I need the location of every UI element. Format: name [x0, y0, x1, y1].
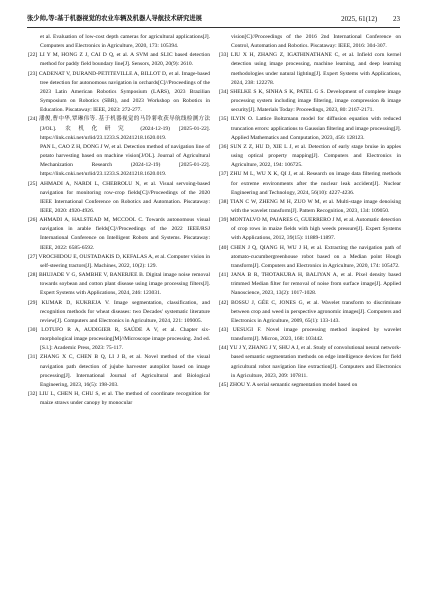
reference-entry: [23] CADENAT V, DURAND-PETITEVILLE A, BILLOT D, et al. Image-based tree detection for autonomous navigation in orchards[C]//Proceedings of the 2023 Latin American Robotics Symposium (LARS), 2023 Brazilian Symposium on Robotics (SBR), and 2023 Workshop on Robotics in Education. Piscataway: IEEE, 2023: 272-277.: [28, 70, 210, 114]
reference-entry: [24] 潘俊,曹中华,覃琳伟等. 基于机器视觉的马铃薯收获导航线检测方法[J/OL]. 农机化研究 (2024-12-19) [2025-01-22]. https://link.cnki.net/urlid/23.1233.S.20241218.1620.019.: [28, 116, 210, 141]
reference-entry: [35] ILYIN O. Lattice Boltzmann model for diffusion equation with reduced truncation errors: applications to Gaussian filtering and image processing[J]. Applied Mathematics and Computation, 2023, 456: 128123.: [219, 116, 401, 141]
reference-entry: [42] BOSSU J, GÉE C, JONES G, et al. Wavelet transform to discriminate between crop and weed in perspective agronomic images[J]. Computers and Electronics in Agriculture, 2009, 65(1): 133-143.: [219, 299, 401, 324]
reference-entry: [33] LIU X H, ZHANG Z, IGATHINATHANE C, et al. Infield corn kernel detection using image processing, machine learning, and deep learning methodologies under natural lighting[J]. Expert Systems with Applications, 2024, 238: 122278.: [219, 52, 401, 86]
reference-entry: [26] AHMADI A, HALSTEAD M, MCCOOL C. Towards autonomous visual navigation in arable fields[C]//Proceedings of the 2022 IEEE/RSJ International Conference on Intelligent Robots and Systems. Piscataway: IEEE, 2022: 6585-6592.: [28, 217, 210, 251]
reference-entry: [31] ZHANG X C, CHEN B Q, LI J B, et al. Novel method of the visual navigation path detection of jujube harvester autopilot based on image processing[J]. International Journal of Agricultural and Biological Engineering, 2023, 16(5): 198-203.: [28, 354, 210, 388]
issue-date: 2025, 61(12): [341, 15, 378, 23]
left-column: [28, 33, 210, 408]
reference-entry: [30] LOTUFO R A, AUDIGIER R, SAÚDE A V, et al. Chapter six-morphological image processing[M]//Microscope image processing. 2nd ed. [S.l.]: Academic Press, 2023: 75-117.: [28, 327, 210, 352]
reference-entry: [32] LIU L, CHEN H, CHU S, et al. The method of coordinate recognition for maize straws under canopy by monocular: [28, 391, 210, 407]
reference-entry: [43] UESUGI F. Novel image processing method inspired by wavelet transform[J]. Micron, 2023, 168: 103442.: [219, 327, 401, 343]
reference-entry: [38] TIAN C W, ZHENG M H, ZUO W M, et al. Multi-stage image denoising with the wavelet transform[J]. Pattern Recognition, 2023, 134: 109050.: [219, 198, 401, 214]
reference-entry: [37] ZHU M L, WU X K, QI J, et al. Research on image data filtering methods for extreme environments after the nuclear leak accident[J]. Nuclear Engineering and Technology, 2024, 56(10): 4227-4236.: [219, 171, 401, 196]
right-column: [219, 33, 401, 390]
reference-entry: vision[C]//Proceedings of the 2016 2nd International Conference on Control, Automation and Robotics. Piscataway: IEEE, 2016: 304-307.: [231, 34, 401, 50]
reference-entry: [34] SHELKE S K, SINHA S K, PATEL G S. Development of complete image processing system including image filtering, image compression & image security[J]. Materials Today: Proceedings, 2023, 80: 2167-2171.: [219, 88, 401, 114]
reference-entry: [25] AHMADI A, NARDI L, CHEBROLU N, et al. Visual servoing-based navigation for monitoring row-crop fields[C]//Proceedings of the 2020 IEEE International Conference on Robotics and Automation. Piscataway: IEEE, 2020: 4920-4926.: [28, 180, 210, 214]
header-right: [341, 13, 400, 25]
reference-entry: PAN L, CAO Z H, DONG J W, et al. Detection method of navigation line of potato harvesting based on machine vision[J/OL]. Journal of Agricultural Mechanization Research (2024-12-19) [2025-01-22]. https://link.cnki.net/urlid/23.1233.S.20241218.1620.019.: [40, 143, 210, 178]
reference-entry: [22] LI Y M, HONG Z J, CAI D Q, et al. A SVM and SLIC based detection method for paddy field boundary line[J]. Sensors, 2020, 20(9): 2610.: [28, 52, 210, 68]
reference-entry: [29] KUMAR D, KUKREJA V. Image segmentation, classification, and recognition methods for wheat diseases: two Decades' systematic literature review[J]. Computers and Electronics in Agriculture, 2024, 221: 109005.: [28, 299, 210, 324]
reference-entry: [41] JANA B R, THOTAKURA H, BALIYAN A, et al. Pixel density based trimmed Median filter for removal of noise from surface image[J]. Applied Nanoscience, 2023, 13(2): 1017-1028.: [219, 272, 401, 297]
reference-entry: et al. Evaluation of low-cost depth cameras for agricultural applications[J]. Computers and Electronics in Agriculture, 2020, 173: 105394.: [40, 34, 210, 50]
reference-entry: [27] VROCHIDOU E, OUSTADAKIS D, KEFALAS A, et al. Computer vision in self-steering tractors[J]. Machines, 2022, 10(2): 129.: [28, 253, 210, 269]
header-title: 张少帅,等:基于机器视觉的农业车辆及机器人导航技术研究进展: [27, 15, 202, 22]
page-number: 23: [393, 15, 400, 23]
running-header: [27, 13, 400, 25]
reference-entry: [44] YU J Y, ZHANG J Y, SHU A J, et al. Study of convolutional neural network-based semantic segmentation methods on edge intelligence devices for field agricultural robot navigation line extraction[J]. Computers and Electronics in Agriculture, 2023, 209: 107811.: [219, 345, 401, 379]
reference-entry: [39] MONTALVO M, PAJARES G, GUERRERO J M, et al. Automatic detection of crop rows in maize fields with high weeds pressure[J]. Expert Systems with Applications, 2012, 39(15): 11889-11897.: [219, 217, 401, 242]
reference-entry: [45] ZHOU Y. A serial semantic segmentation model based on: [219, 381, 358, 388]
reference-entry: [40] CHEN J Q, QIANG H, WU J H, et al. Extracting the navigation path of atomato-cucumbergreenhouse robot based on a Median point Hough transform[J]. Computers and Electronics in Agriculture, 2020, 174: 105472.: [219, 244, 401, 269]
header-rule: [27, 27, 400, 28]
reference-entry: [28] BHUJADE V G, SAMBHE V, BANERJEE B. Digital image noise removal towards soybean and cotton plant disease using image processing filters[J]. Expert Systems with Applications, 2024, 246: 123031.: [28, 272, 210, 297]
reference-entry: [36] SUN Z Z, HU D, XIE L J, et al. Detection of early stage bruise in apples using optical property mapping[J]. Computers and Electronics in Agriculture, 2022, 194: 106725.: [219, 143, 401, 169]
